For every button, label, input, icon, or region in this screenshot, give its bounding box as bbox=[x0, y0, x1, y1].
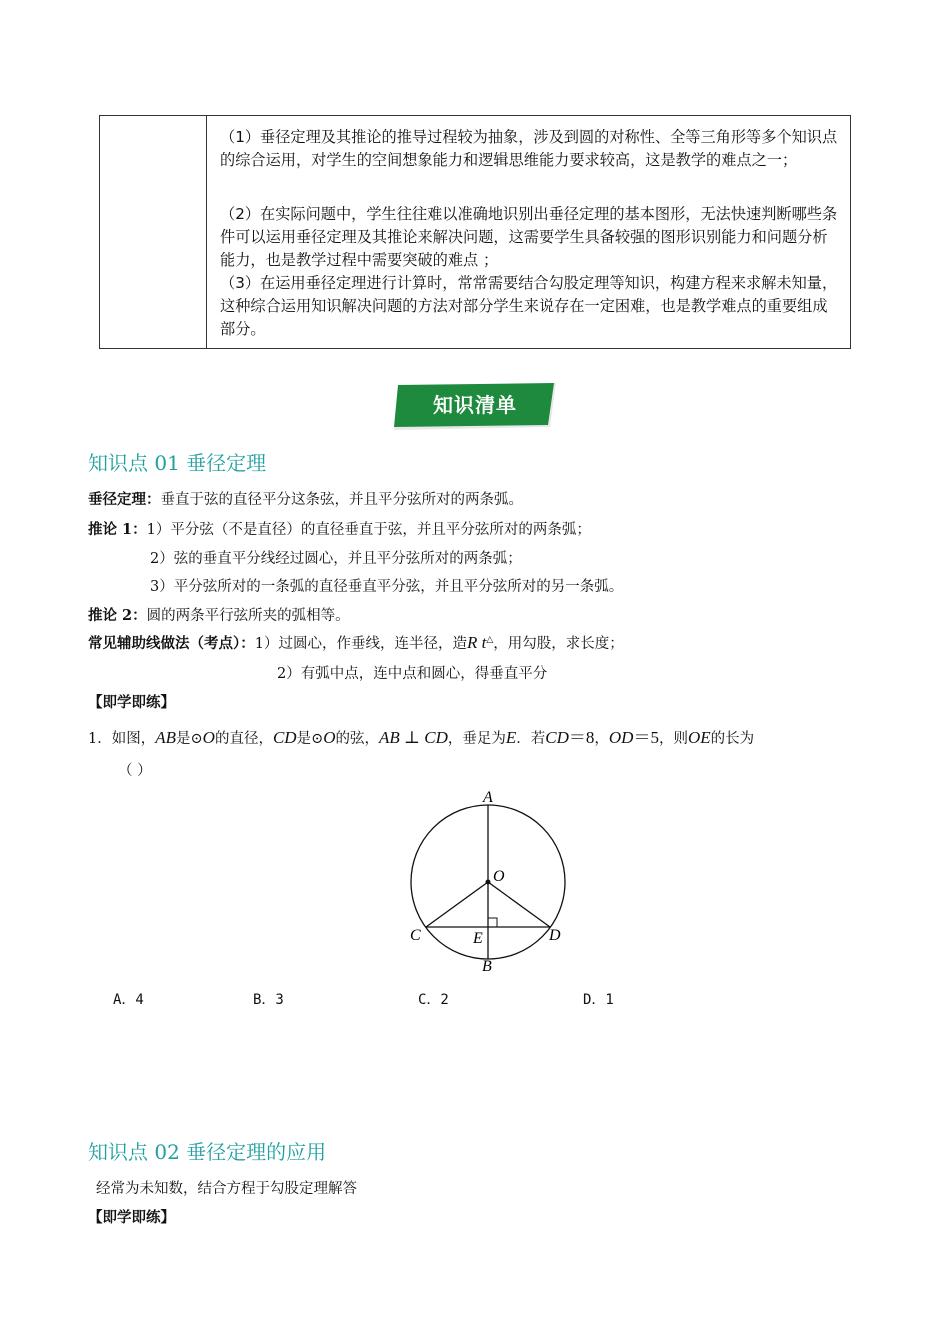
answer-blank: （ ） bbox=[118, 763, 152, 779]
question-text: ，垂足为 bbox=[447, 731, 506, 747]
right-angle-mark bbox=[488, 918, 497, 927]
question-text: ．若 bbox=[516, 731, 546, 747]
question-text: ， bbox=[594, 731, 609, 747]
theorem-label: 垂径定理： bbox=[88, 491, 161, 508]
question-text: 如图， bbox=[111, 731, 156, 747]
math-o: O bbox=[323, 728, 336, 747]
difficulty-paragraph-3: （3）在运用垂径定理进行计算时，常常需要结合勾股定理等知识，构建方程来求解未知量，这种综合运用知识解决问题的方法对部分学生来说存在一定困难，也是教学难点的重要组成部分。 bbox=[220, 274, 838, 338]
section-heading-1: 知识点 01 垂径定理 bbox=[88, 451, 267, 475]
question-text: ，则 bbox=[658, 731, 688, 747]
math-od: OD bbox=[608, 728, 634, 747]
corollary1-item-3: 3）平分弦所对的一条弧的直径垂直平分弦，并且平分弦所对的另一条弧。 bbox=[150, 579, 624, 595]
theorem-text: 垂直于弦的直径平分这条弦，并且平分弦所对的两条弧。 bbox=[160, 492, 523, 508]
aux-item-1-post: ，用勾股，求长度； bbox=[493, 636, 624, 652]
option-b[interactable]: B．3 bbox=[253, 992, 284, 1008]
section-heading-2: 知识点 02 垂径定理的应用 bbox=[88, 1140, 327, 1164]
corollary1-label: 推论 1： bbox=[88, 521, 147, 538]
question-text: 的直径， bbox=[214, 731, 273, 747]
math-o: O bbox=[202, 728, 215, 747]
aux-label: 常见辅助线做法（考点）： bbox=[88, 635, 255, 652]
math-eq-8: ＝8 bbox=[568, 728, 595, 747]
question-number: 1． bbox=[88, 731, 112, 747]
math-oe: OE bbox=[687, 728, 711, 747]
table-column-divider bbox=[206, 116, 207, 348]
center-point bbox=[486, 880, 491, 885]
corollary1-item-2: 2）弦的垂直平分线经过圆心，并且平分弦所对的两条弧； bbox=[150, 551, 522, 567]
corollary2-text: 圆的两条平行弦所夹的弧相等。 bbox=[146, 608, 350, 624]
label-a: A bbox=[483, 789, 493, 806]
corollary2-line bbox=[88, 604, 350, 625]
corollary1-line bbox=[88, 518, 591, 539]
option-a[interactable]: A．4 bbox=[113, 992, 144, 1008]
difficulty-paragraph-1: （1）垂径定理及其推论的推导过程较为抽象，涉及到圆的对称性、全等三角形等多个知识点的综合运用，对学生的空间想象能力和逻辑思维能力要求较高，这是教学的难点之一； bbox=[220, 128, 838, 169]
theorem-line bbox=[88, 488, 523, 509]
label-c: C bbox=[410, 927, 421, 944]
segment-oc bbox=[426, 882, 488, 927]
option-c[interactable]: C．2 bbox=[418, 992, 449, 1008]
math-perp: AB ⊥ CD bbox=[379, 728, 448, 747]
question-text: 的弦， bbox=[335, 731, 380, 747]
question-text: 的长为 bbox=[710, 731, 755, 747]
math-e: E bbox=[505, 728, 517, 747]
section2-text: 经常为未知数，结合方程于勾股定理解答 bbox=[96, 1181, 357, 1197]
aux-item-1-pre: 1）过圆心，作垂线，连半径，造 bbox=[254, 636, 467, 652]
label-o: O bbox=[493, 868, 505, 885]
label-d: D bbox=[549, 927, 561, 944]
circle-figure bbox=[400, 785, 580, 975]
aux-line-2: 2）有弧中点，连中点和圆心，得垂直平分 bbox=[277, 666, 548, 682]
aux-item-1-math: R t bbox=[466, 633, 487, 652]
label-e: E bbox=[473, 930, 483, 947]
question-1 bbox=[88, 723, 754, 748]
practice-label-1: 【即学即练】 bbox=[88, 694, 175, 711]
corollary1-item-1: 1）平分弦（不是直径）的直径垂直于弦，并且平分弦所对的两条弧； bbox=[146, 522, 591, 538]
question-text: 是⊙ bbox=[176, 731, 203, 747]
banner-label: 知识清单 bbox=[433, 393, 517, 417]
aux-line-1 bbox=[88, 632, 624, 653]
difficulty-table bbox=[99, 115, 851, 349]
math-ab: AB bbox=[155, 728, 177, 747]
triangle-symbol: △ bbox=[486, 635, 494, 646]
option-d[interactable]: D．1 bbox=[583, 992, 614, 1008]
label-b: B bbox=[482, 958, 492, 975]
math-cd: CD bbox=[272, 728, 297, 747]
difficulty-paragraph-2: （2）在实际问题中，学生往往难以准确地识别出垂径定理的基本图形，无法快速判断哪些条件可以运用垂径定理及其推论来解决问题，这需要学生具备较强的图形识别能力和问题分析能力，也是教学过程中需要突破的难点 ； bbox=[220, 205, 838, 269]
corollary2-label: 推论 2： bbox=[88, 607, 147, 624]
math-cd: CD bbox=[545, 728, 569, 747]
math-eq-5: ＝5 bbox=[633, 728, 659, 747]
knowledge-list-banner bbox=[394, 383, 556, 430]
question-text: 是⊙ bbox=[296, 731, 324, 747]
practice-label-2: 【即学即练】 bbox=[88, 1209, 175, 1226]
